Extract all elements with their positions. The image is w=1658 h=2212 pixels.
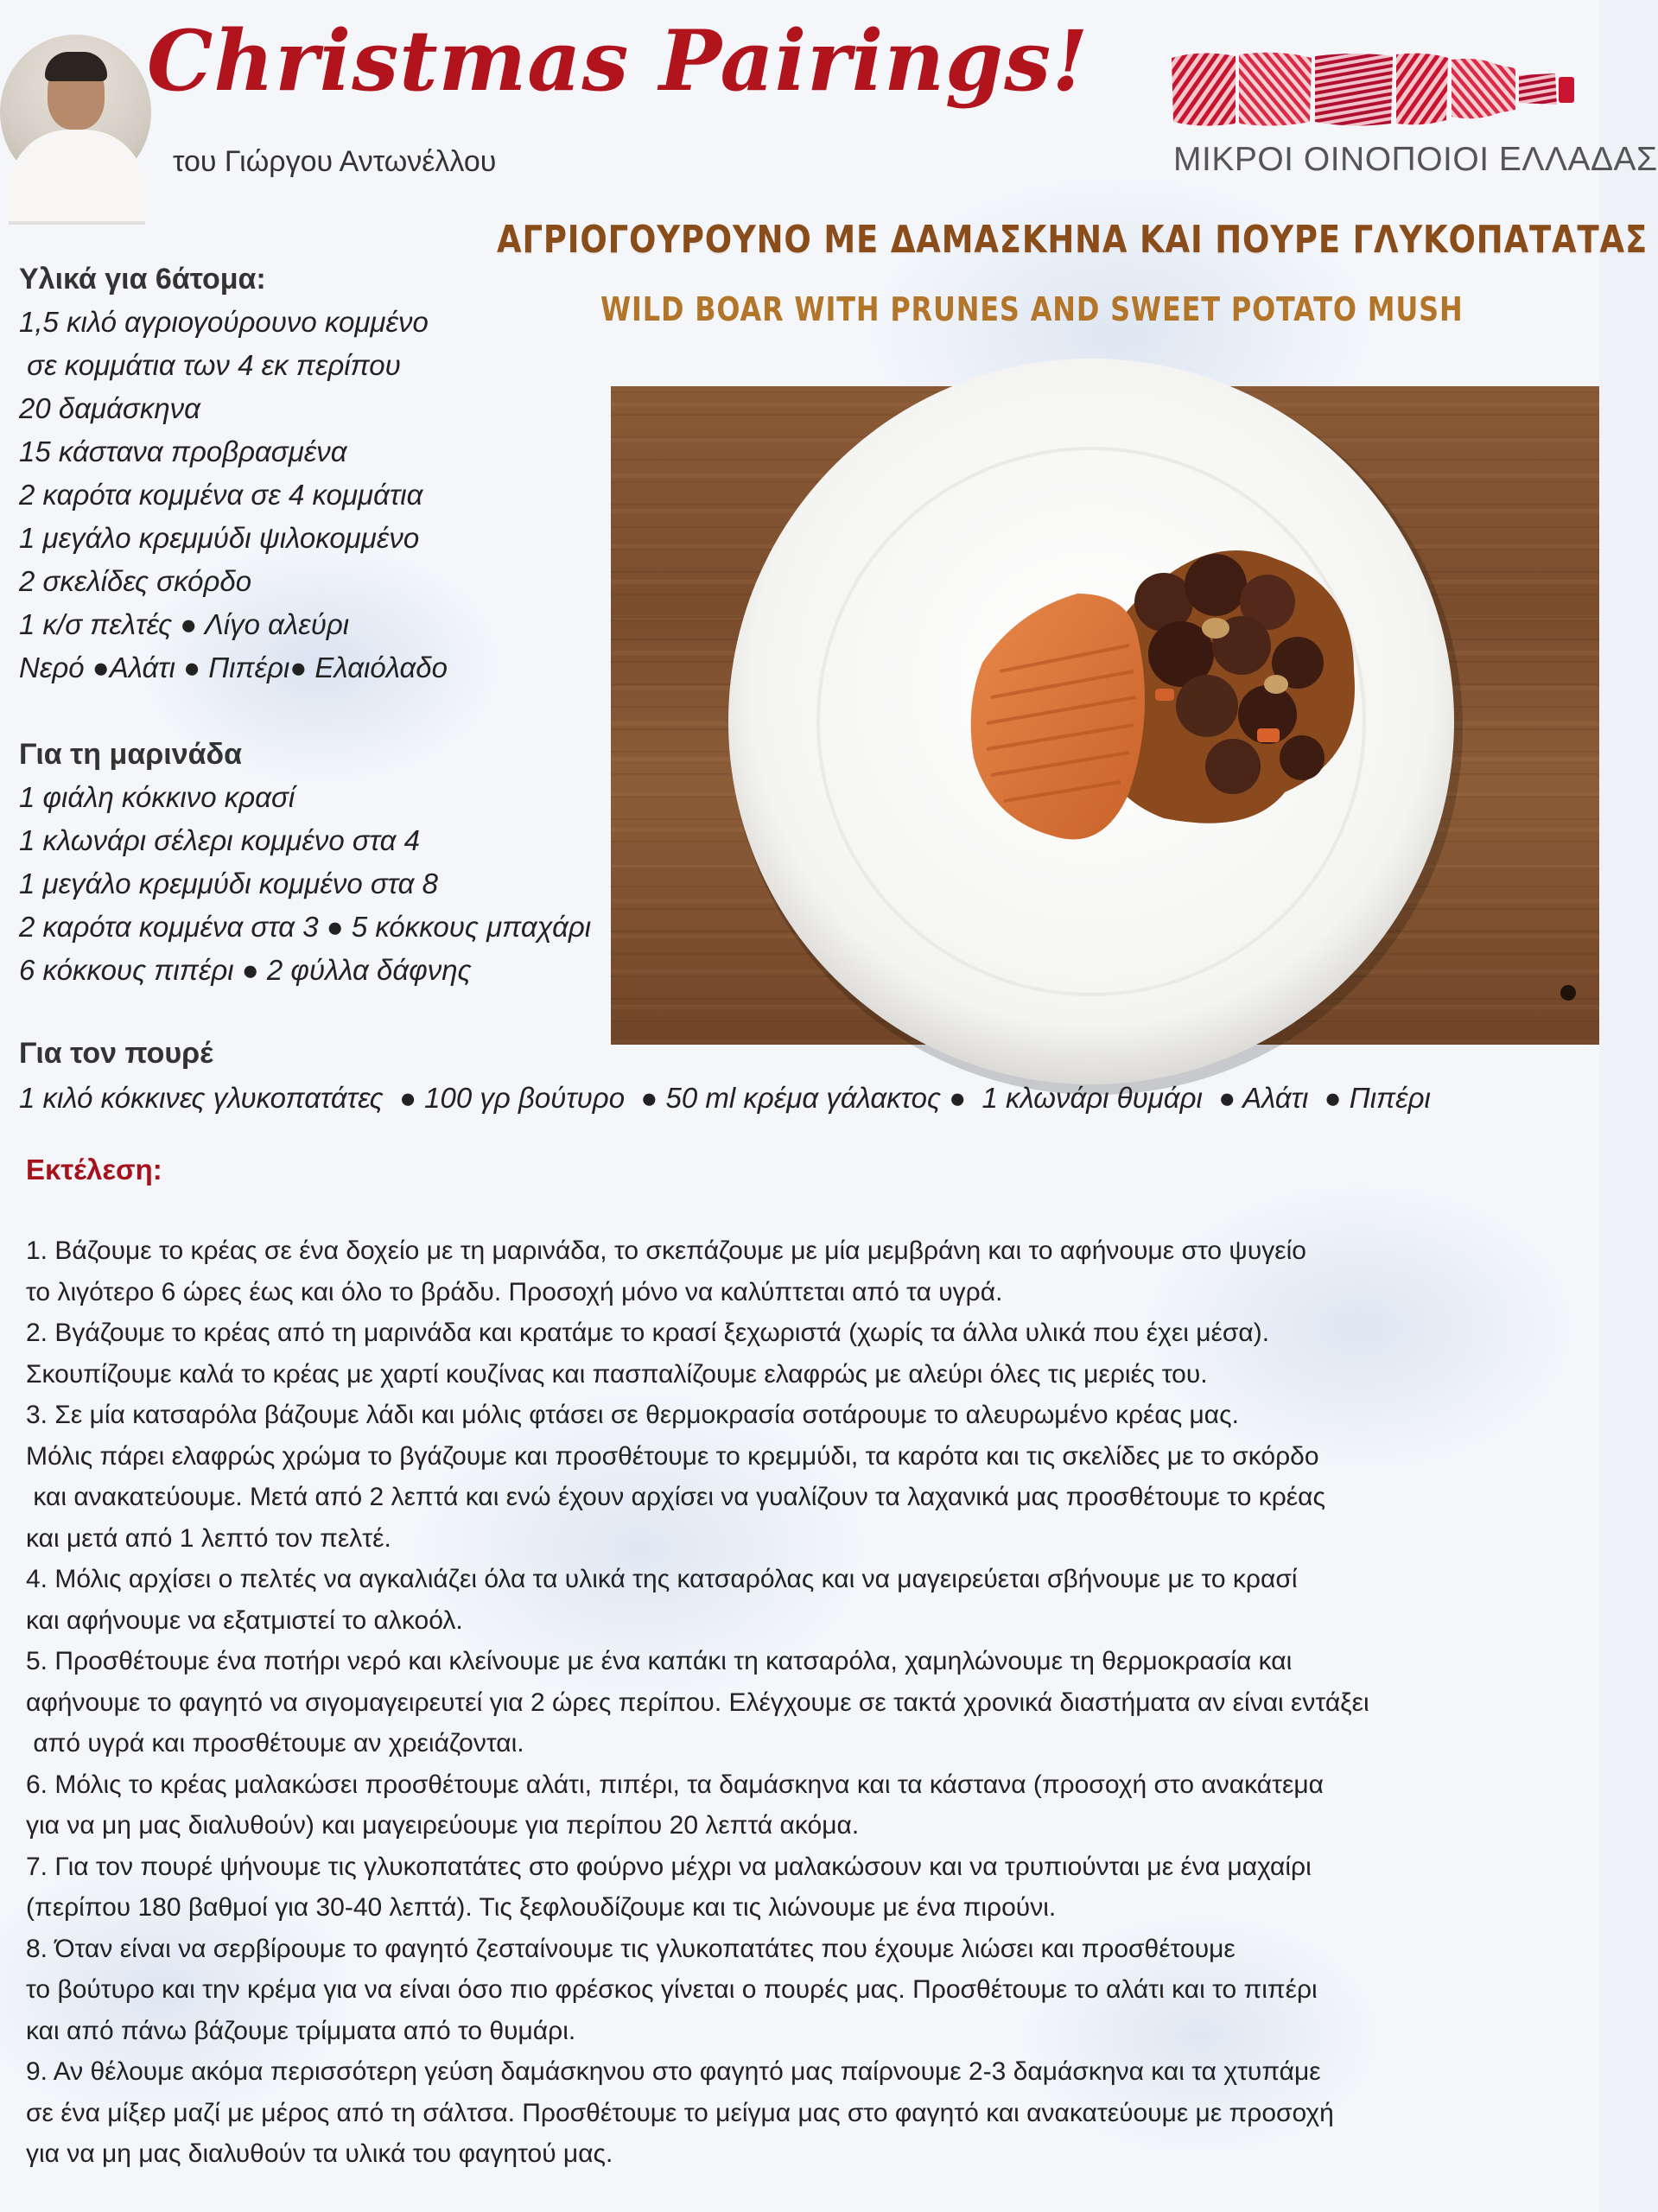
ingredient-item: 1 κ/σ πελτές ● Λίγο αλεύρι [19,608,350,640]
marinade-item: 1 μεγάλο κρεμμύδι κομμένο στα 8 [19,868,439,899]
wine-bottle-logo-icon [1166,48,1577,130]
ingredients-column [19,257,607,992]
method-steps [26,1230,1581,2175]
puree-ingredients: 1 κιλό κόκκινες γλυκοπατάτες ● 100 γρ βούτυρο ● 50 ml κρέμα γάλακτος ● 1 κλωνάρι θυμάρι ● Αλάτι ● Πιπέρι [19,1082,1431,1114]
winemakers-logo [1166,48,1658,186]
step-line: 6. Μόλις το κρέας μαλακώσει προσθέτουμε αλάτι, πιπέρι, τα δαμάσκηνα και τα κάστανα (προσοχή στο ανακάτεμα [26,1770,1324,1799]
chef-avatar [0,35,151,190]
logo-text: ΜΙΚΡΟΙ ΟΙΝΟΠΟΙΟΙ ΕΛΛΑΔΑΣ [1173,141,1658,178]
author-subtitle: του Γιώργου Αντωνέλλου [173,145,497,178]
ingredient-item: 1 μεγάλο κρεμμύδι ψιλοκομμένο [19,522,420,554]
marinade-item: 6 κόκκους πιπέρι ● 2 φύλλα δάφνης [19,954,472,986]
ingredient-item: 15 κάστανα προβρασμένα [19,435,347,467]
marinade-heading: Για τη μαρινάδα [19,738,243,771]
step-line: 2. Βγάζουμε το κρέας από τη μαρινάδα και κρατάμε το κρασί ξεχωριστά (χωρίς τα άλλα υλικά που έχει μέσα). [26,1319,1270,1347]
step-line: (περίπου 180 βαθμοί για 30-40 λεπτά). Τις ξεφλουδίζουμε και τις λιώνουμε με ένα πιρούνι. [26,1893,1057,1922]
step-line: σε ένα μίξερ μαζί με μέρος από τη σάλτσα. Προσθέτουμε το μείγμα μας στο φαγητό και ανακατεύουμε με προσοχή [26,2098,1334,2127]
page-title: Christmas Pairings! [147,12,1089,110]
step-line: και ανακατεύουμε. Μετά από 2 λεπτά και ενώ έχουν αρχίσει να γυαλίζουν τα λαχανικά μας προσθέτουμε το κρέας [26,1483,1325,1511]
step-line: Σκουπίζουμε καλά το κρέας με χαρτί κουζίνας και πασπαλίζουμε ελαφρώς με αλεύρι όλες τις μεριές του. [26,1359,1208,1389]
ingredient-item: 1,5 κιλό αγριογούρουνο κομμένο [19,306,429,338]
step-line: και από πάνω βάζουμε τρίμματα από το θυμάρι. [26,2016,576,2045]
recipe-title-greek: ΑΓΡΙΟΓΟΥΡΟΥΝΟ ΜΕ ΔΑΜΑΣΚΗΝΑ ΚΑΙ ΠΟΥΡΕ ΓΛΥΚΟΠΑΤΑΤΑΣ [497,218,1648,262]
step-line: για να μη μας διαλυθούν τα υλικά του φαγητού μας. [26,2139,613,2168]
ingredients-heading: Υλικά για 6άτομα: [19,263,266,296]
recipe-title-english: WILD BOAR WITH PRUNES AND SWEET POTATO MUSH [600,290,1464,328]
step-line: 1. Βάζουμε το κρέας σε ένα δοχείο με τη μαρινάδα, το σκεπάζουμε με μία μεμβράνη και το αφήνουμε στο ψυγείο [26,1236,1306,1265]
step-line: 3. Σε μία κατσαρόλα βάζουμε λάδι και μόλις φτάσει σε θερμοκρασία σοτάρουμε το αλευρωμένο κρέας μας. [26,1401,1239,1429]
step-line: αφήνουμε το φαγητό να σιγομαγειρευτεί για 2 ώρες περίπου. Ελέγχουμε σε τακτά χρονικά διαστήματα αν είναι εντάξει [26,1688,1369,1717]
step-line: Μόλις πάρει ελαφρώς χρώμα το βγάζουμε και προσθέτουμε το κρεμμύδι, τα καρότα και τις σκελίδες με το σκόρδο [26,1441,1319,1471]
marinade-item: 2 καρότα κομμένα στα 3 ● 5 κόκκους μπαχάρι [19,911,592,943]
step-line: από υγρά και προσθέτουμε αν χρειάζονται. [26,1729,524,1758]
ingredient-item: 2 καρότα κομμένα σε 4 κομμάτια [19,479,423,511]
marinade-item: 1 κλωνάρι σέλερι κομμένο στα 4 [19,824,421,856]
step-line: 7. Για τον πουρέ ψήνουμε τις γλυκοπατάτες στο φούρνο μέχρι να μαλακώσουν και να τρυπιούνται με ένα μαχαίρι [26,1852,1312,1881]
marinade-item: 1 φιάλη κόκκινο κρασί [19,781,295,813]
ingredient-item: 20 δαμάσκηνα [19,392,200,424]
step-line: 5. Προσθέτουμε ένα ποτήρι νερό και κλείνουμε με ένα καπάκι τη κατσαρόλα, χαμηλώνουμε τη θερμοκρασία και [26,1647,1293,1675]
step-line: το λιγότερο 6 ώρες έως και όλο το βράδυ. Προσοχή μόνο να καλύπτεται από τα υγρά. [26,1277,1003,1306]
puree-heading: Για τον πουρέ [19,1037,213,1070]
ingredient-item: σε κομμάτια των 4 εκ περίπου [19,349,401,381]
step-line: το βούτυρο και την κρέμα για να είναι όσο πιο φρέσκος γίνεται ο πουρές μας. Προσθέτουμε το αλάτι και το πιπέρι [26,1975,1318,2004]
ingredient-item: 2 σκελίδες σκόρδο [19,565,252,597]
step-line: 8. Όταν είναι να σερβίρουμε το φαγητό ζεσταίνουμε τις γλυκοπατάτες που έχουμε λιώσει και προσθέτουμε [26,1934,1236,1963]
step-line: και αφήνουμε να εξατμιστεί το αλκοόλ. [26,1605,463,1635]
step-line: 4. Μόλις αρχίσει ο πελτές να αγκαλιάζει όλα τα υλικά της κατσαρόλας και να μαγειρεύεται σβήνουμε με το κρασί [26,1565,1298,1593]
step-line: και μετά από 1 λεπτό τον πελτέ. [26,1523,391,1553]
step-line: για να μη μας διαλυθούν) και μαγειρεύουμε για περίπου 20 λεπτά ακόμα. [26,1811,860,1840]
ingredient-item: Νερό ●Αλάτι ● Πιπέρι● Ελαιόλαδο [19,652,448,683]
method-heading: Εκτέλεση: [26,1154,162,1185]
step-line: 9. Αν θέλουμε ακόμα περισσότερη γεύση δαμάσκηνου στο φαγητό μας παίρνουμε 2-3 δαμάσκηνα και τα χτυπάμε [26,2057,1321,2086]
dish-photo [611,386,1599,1045]
